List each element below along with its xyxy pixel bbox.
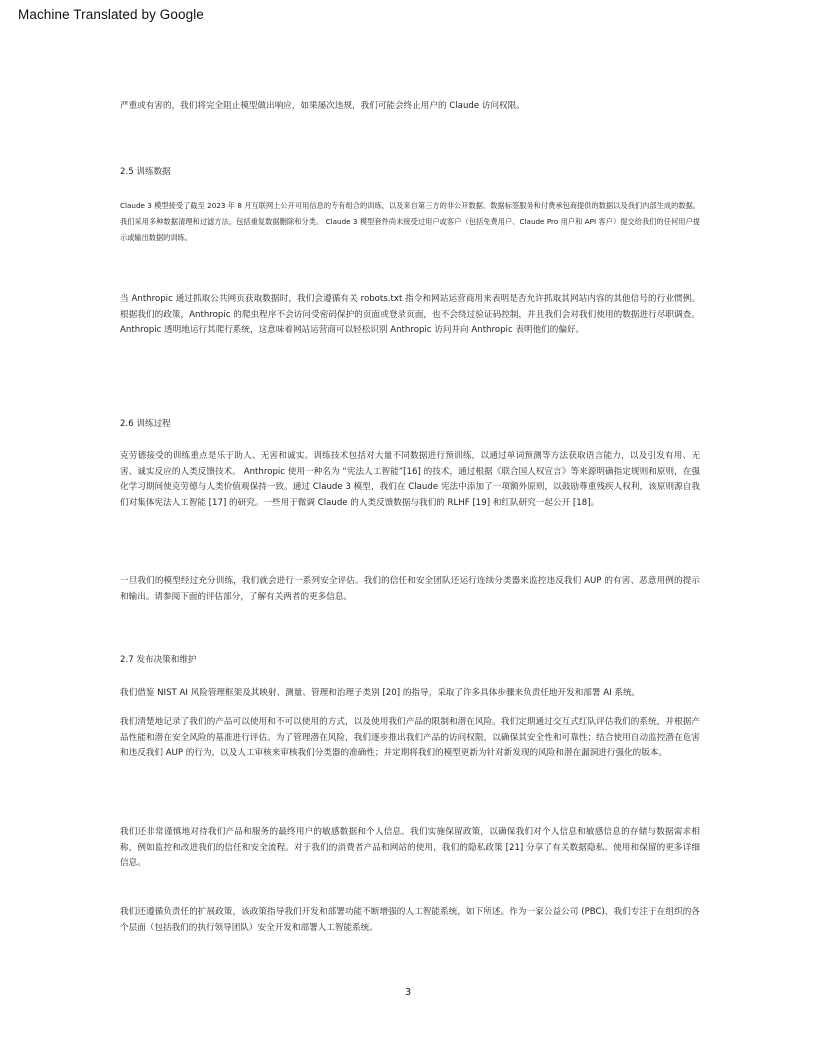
release-paragraph-3: 我们还非常谨慎地对待我们产品和服务的最终用户的敏感数据和个人信息。我们实施保留政策，以确保我们对个人信息和敏感信息的存储与数据需求相称，例如监控和改进我们的信任和安全流程。对于我们的消费者产品和网站的使用，我们的隐私政策 [21] 分享了有关数据隐私、使用和保留的更多详细信息。 [120, 827, 700, 868]
intro-paragraph: 严重或有害的，我们将完全阻止模型做出响应，如果屡次违规，我们可能会终止用户的 Claude 访问权限。 [120, 101, 525, 111]
training-process-paragraph-1: 克劳德接受的训练重点是乐于助人、无害和诚实。训练技术包括对大量不同数据进行预训练，以通过单词预测等方法获取语言能力，以及引发有用、无害、诚实反应的人类反馈技术。 Anthropic 使用一种名为 “宪法人工智能”[16] 的技术，通过根据《联合国人权宣言》等来源明确指定规则和原则，在强化学习期间使克劳德与人类价值观保持一致。通过 Claude 3 模型，我们在 Claude 宪法中添加了一项额外原则，以鼓励尊重残疾人权利，该原则源自我们对集体宪法人工智能 [17] 的研究。一些用于微调 Claude 的人类反馈数据与我们的 RLHF [19] 和红队研究一起公开 [18]。 [120, 451, 700, 508]
section-heading-release-decisions: 2.7 发布决策和维护 [120, 655, 197, 665]
release-paragraph-4: 我们还遵循负责任的扩展政策，该政策指导我们开发和部署功能不断增强的人工智能系统，如下所述。作为一家公益公司 (PBC)，我们专注于在组织的各个层面（包括我们的执行领导团队）安全开发和部署人工智能系统。 [120, 907, 700, 933]
training-data-paragraph-2: 当 Anthropic 通过抓取公共网页获取数据时，我们会遵循有关 robots.txt 指令和网站运营商用来表明是否允许抓取其网站内容的其他信号的行业惯例。根据我们的政策，Anthropic 的爬虫程序不会访问受密码保护的页面或登录页面，也不会绕过验证码控制，并且我们会对我们使用的数据进行尽职调查。 Anthropic 透明地运行其爬行系统，这意味着网站运营商可以轻松识别 Anthropic 访问并向 Anthropic 表明他们的偏好。 [120, 294, 700, 335]
page-number: 3 [404, 987, 412, 998]
section-heading-training-data: 2.5 训练数据 [120, 167, 171, 177]
training-process-paragraph-2: 一旦我们的模型经过充分训练，我们就会进行一系列安全评估。我们的信任和安全团队还运行连续分类器来监控违反我们 AUP 的有害、恶意用例的提示和输出。请参阅下面的评估部分，了解有关两者的更多信息。 [120, 576, 700, 602]
release-paragraph-2: 我们清楚地记录了我们的产品可以使用和不可以使用的方式，以及使用我们产品的限制和潜在风险。我们定期通过交互式红队评估我们的系统，并根据产品性能和潜在安全风险的基准进行评估。为了管理潜在风险，我们逐步推出我们产品的访问权限，以确保其安全性和可靠性；结合使用自动监控潜在危害和违反我们 AUP 的行为，以及人工审核来审核我们分类器的准确性；并定期将我们的模型更新为针对新发现的风险和潜在漏洞进行强化的版本。 [120, 717, 700, 758]
section-heading-training-process: 2.6 训练过程 [120, 419, 171, 429]
machine-translation-banner: Machine Translated by Google [18, 7, 204, 22]
training-data-paragraph-1: Claude 3 模型接受了截至 2023 年 8 月互联网上公开可用信息的专有组合的训练，以及来自第三方的非公开数据、数据标签服务和付费承包商提供的数据以及我们内部生成的数据。我们采用多种数据清理和过滤方法，包括重复数据删除和分类。 Claude 3 模型套件尚未接受过用户或客户（包括免费用户、Claude Pro 用户和 API 客户）提交给我们的任何用户提示或输出数据的训练。 [120, 201, 700, 242]
release-paragraph-1: 我们借鉴 NIST AI 风险管理框架及其映射、测量、管理和治理子类别 [20] 的指导，采取了许多具体步骤来负责任地开发和部署 AI 系统。 [120, 688, 641, 698]
